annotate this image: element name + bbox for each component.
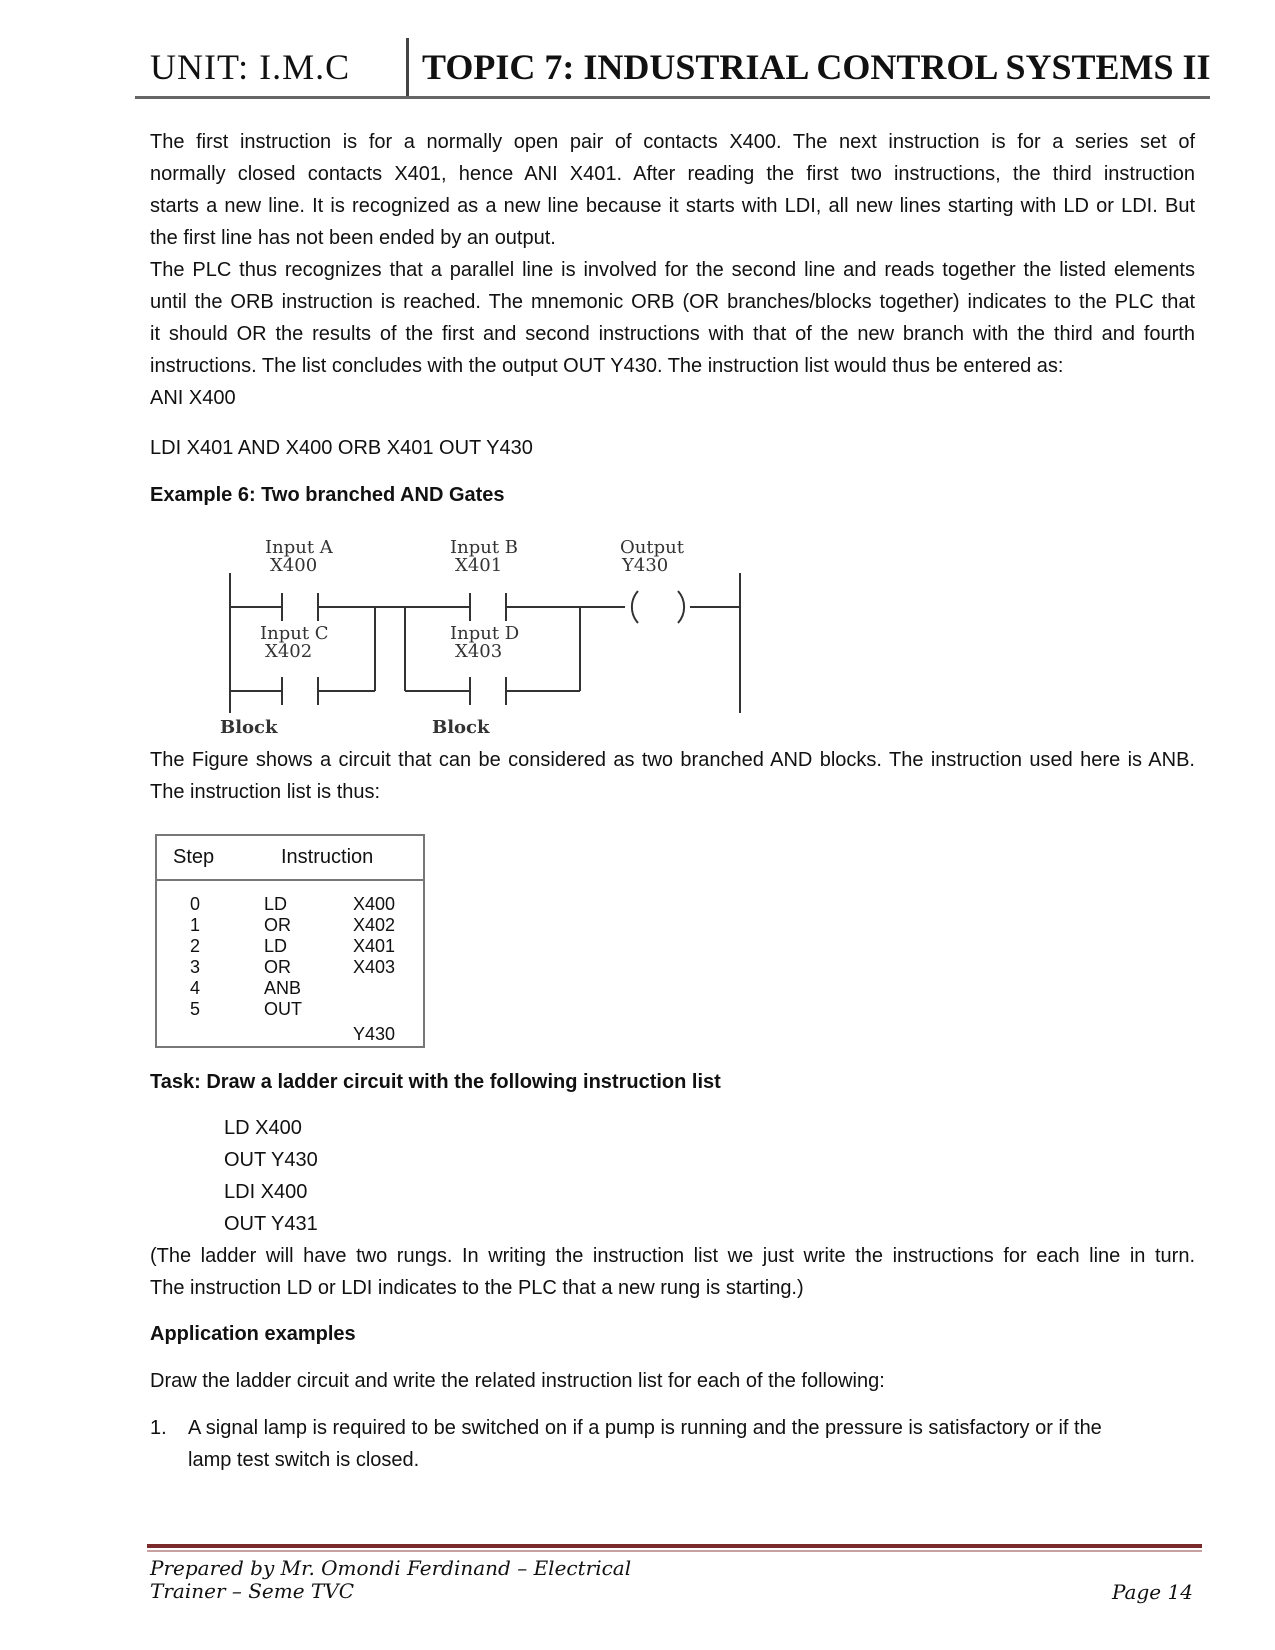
label-input-c: Input C [260,623,329,644]
table-header [157,836,423,881]
label-input-a-addr: X400 [270,555,318,576]
list-item: LD X400 [224,1117,302,1139]
text-line: instructions. The list concludes with the output OUT Y430. The instruction list would thus be entered as: [150,355,1064,377]
text-line: (The ladder will have two rungs. In writing the instruction list we just write the instructions for each line in turn. [150,1245,1195,1267]
application-intro: Draw the ladder circuit and write the related instruction list for each of the following: [150,1370,885,1392]
list-item: LDI X400 [224,1181,308,1203]
label-input-d: Input D [450,623,520,644]
label-block-1: Block [220,717,278,738]
footer-credit [150,1557,710,1603]
op-cell: LD [264,894,288,914]
label-block-2: Block [432,717,490,738]
instruction-table [155,834,425,1048]
addr-cell: X400 [353,894,396,914]
label-output: Output [620,537,684,558]
text-line: The Figure shows a circuit that can be considered as two branched AND blocks. The instruction used here is ANB. [150,749,1195,771]
op-cell: LD [264,936,288,956]
step-cell: 5 [190,999,201,1019]
label-input-b-addr: X401 [455,555,503,576]
example-6-heading: Example 6: Two branched AND Gates [150,484,505,506]
text-line: The instruction LD or LDI indicates to the PLC that a new rung is starting.) [150,1277,804,1299]
col-step-header: Step [173,846,215,868]
coil-right-arc [678,591,684,623]
footer-rule [147,1544,1202,1548]
topic-title: TOPIC 7: INDUSTRIAL CONTROL SYSTEMS II [422,47,1211,87]
footer-rule-thin [147,1550,1202,1552]
code-line: ANI X400 [150,387,236,409]
application-heading: Application examples [150,1323,356,1345]
label-input-a: Input A [265,537,333,558]
text-line: until the ORB instruction is reached. The mnemonic ORB (OR branches/blocks together) indicates to the PLC that [150,291,1195,313]
op-cell: OR [264,957,291,977]
step-cell: 2 [190,936,201,956]
step-cell: 3 [190,957,201,977]
addr-cell: X403 [353,957,396,977]
final-addr-cell: Y430 [353,1024,396,1044]
unit-title: UNIT: I.M.C [150,47,351,87]
header-rule [135,96,1210,99]
text-line: normally closed contacts X401, hence ANI X401. After reading the first two instructions, the third instruction [150,163,1195,185]
step-cell: 0 [190,894,201,914]
task-heading: Task: Draw a ladder circuit with the following instruction list [150,1071,721,1093]
text-line: the first line has not been ended by an output. [150,227,556,249]
col-instruction-header: Instruction [281,846,374,868]
step-cell: 1 [190,915,201,935]
app-item-number: 1. [150,1417,167,1439]
paragraph-2 [150,254,1195,414]
list-item: OUT Y431 [224,1213,318,1235]
op-cell: OR [264,915,291,935]
label-output-addr: Y430 [622,555,669,576]
app-item-1 [188,1412,1148,1476]
ladder-diagram [210,535,770,745]
addr-cell: X402 [353,915,396,935]
text-line: The PLC thus recognizes that a parallel line is involved for the second line and reads together the listed elements [150,259,1195,281]
code-line-2: LDI X401 AND X400 ORB X401 OUT Y430 [150,437,533,459]
text-line: it should OR the results of the first and second instructions with that of the new branch with the third and fourth [150,323,1195,345]
coil-left-arc [632,591,638,623]
figure-description [150,744,1195,808]
label-input-b: Input B [450,537,519,558]
text-line: The instruction list is thus: [150,781,381,803]
op-cell: OUT [264,999,302,1019]
page-number: Page 14 [1112,1580,1193,1604]
step-cell: 4 [190,978,201,998]
text-line: A signal lamp is required to be switched on if a pump is running and the pressure is satisfactory or if the [188,1417,1102,1439]
text-line: The first instruction is for a normally open pair of contacts X400. The next instruction is for a series set of [150,131,1195,153]
list-item: OUT Y430 [224,1149,318,1171]
task-list [224,1112,318,1240]
header-separator [406,38,409,98]
label-input-c-addr: X402 [265,641,313,662]
credit-line: Trainer – Seme TVC [150,1579,354,1603]
op-cell: ANB [264,978,302,998]
text-line: starts a new line. It is recognized as a new line because it starts with LDI, all new lines starting with LD or LDI. But [150,195,1195,217]
credit-line: Prepared by Mr. Omondi Ferdinand – Electrical [150,1556,632,1580]
task-note [150,1240,1195,1304]
addr-cell: X401 [353,936,396,956]
paragraph-1 [150,126,1195,254]
label-input-d-addr: X403 [455,641,503,662]
text-line: lamp test switch is closed. [188,1449,420,1471]
